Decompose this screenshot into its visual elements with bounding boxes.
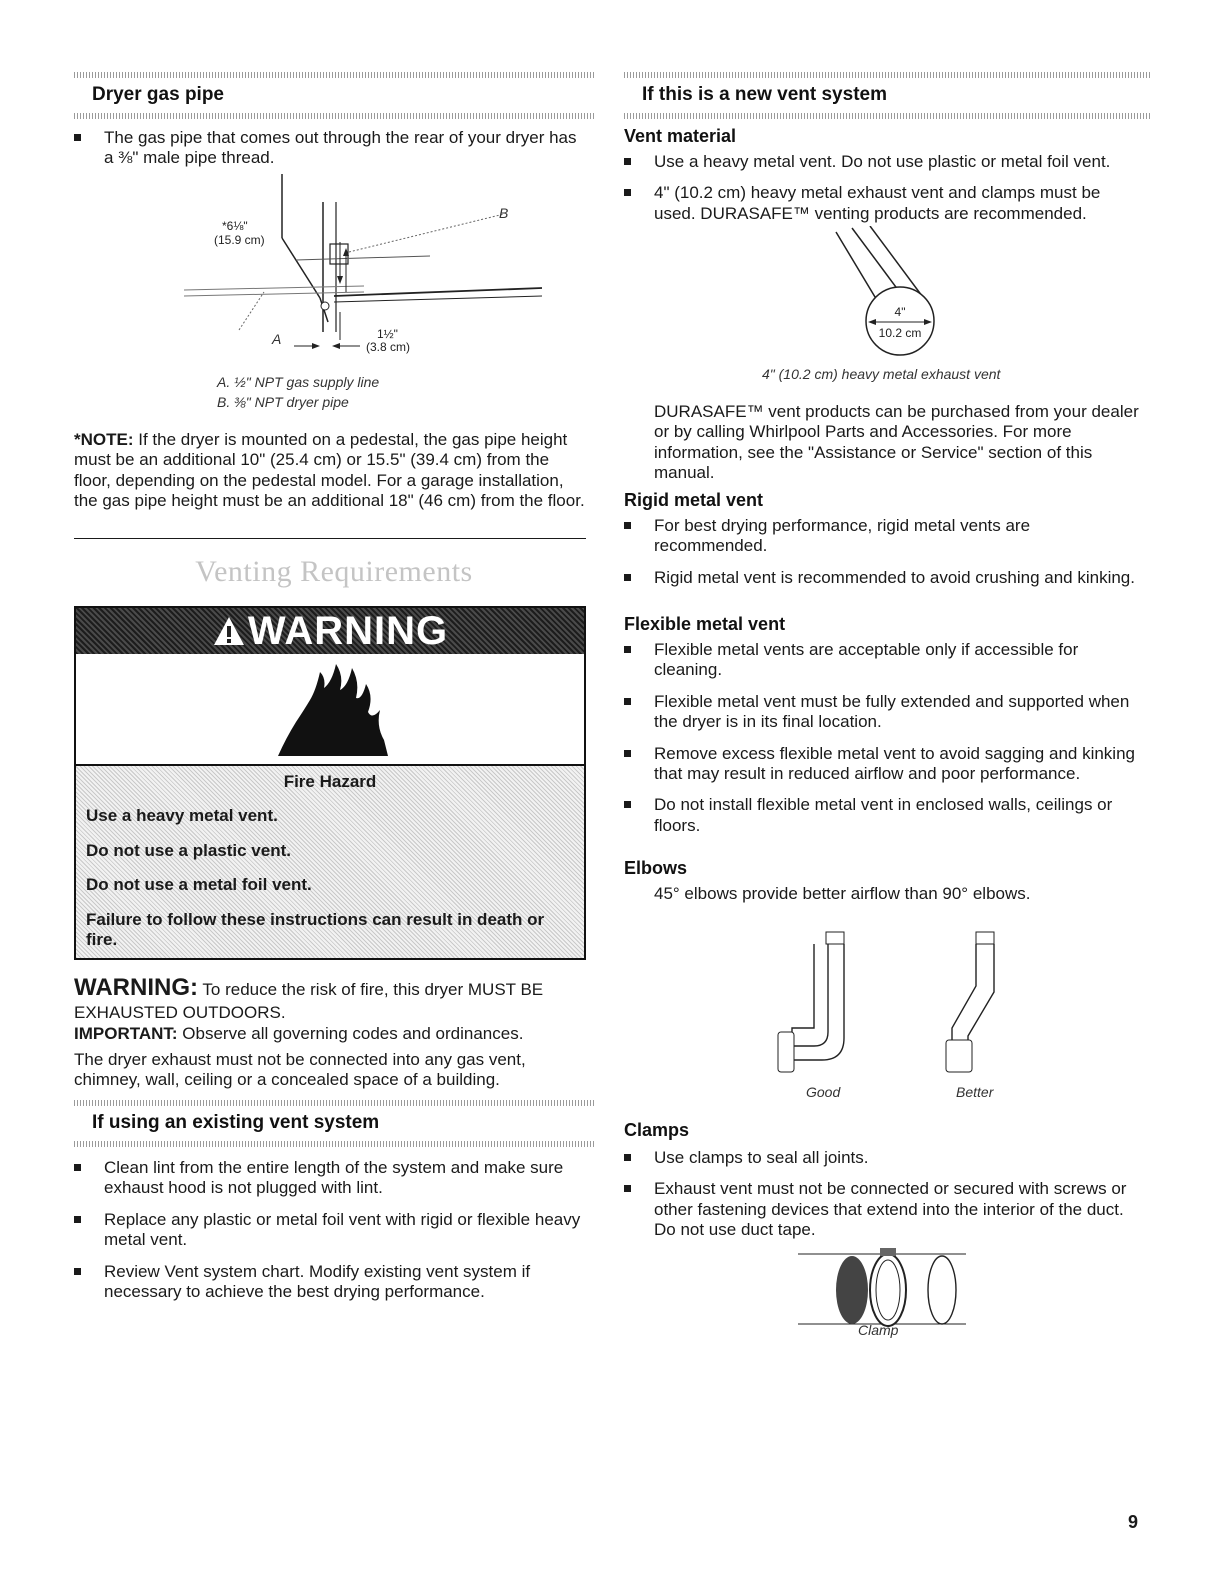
important-text: Observe all governing codes and ordinances. — [177, 1024, 524, 1043]
vent-material-heading: Vent material — [624, 126, 737, 146]
page-number: 9 — [1128, 1512, 1139, 1532]
warning-triangle-icon — [212, 608, 246, 654]
vent-diameter-in: 4" — [894, 305, 906, 319]
pedestal-note — [74, 430, 590, 512]
important-label: IMPORTANT: — [74, 1024, 178, 1043]
caption-b: B. ⅜" NPT dryer pipe — [217, 394, 349, 410]
gas-pipe-diagram — [184, 172, 544, 362]
warning-line: Failure to follow these instructions can result in death or fire. — [86, 909, 545, 949]
elbows-text: 45° elbows provide better airflow than 90° elbows. — [654, 884, 1031, 903]
clamp-caption: Clamp — [858, 1322, 899, 1338]
exhaust-warning — [74, 974, 590, 1023]
list-item: Use clamps to seal all joints. — [624, 1148, 1144, 1168]
warning-header — [76, 608, 584, 654]
clamps-heading: Clamps — [624, 1120, 690, 1140]
list-item: Review Vent system chart. Modify existing vent system if necessary to achieve the best drying performance. — [74, 1262, 586, 1303]
label-a: A — [272, 331, 282, 347]
existing-vent-bullets — [74, 1158, 586, 1313]
exhaust-vent-caption: 4" (10.2 cm) heavy metal exhaust vent — [762, 366, 1001, 382]
list-item: Use a heavy metal vent. Do not use plastic or metal foil vent. — [624, 152, 1144, 172]
offset-label: 1½" — [377, 327, 398, 341]
rigid-bullets — [624, 516, 1144, 599]
caption-a: A. ½" NPT gas supply line — [217, 374, 380, 390]
list-item: Flexible metal vent must be fully extended and supported when the dryer is in its final location. — [624, 692, 1144, 733]
new-vent-section-header — [624, 72, 1152, 119]
list-item: Exhaust vent must not be connected or secured with screws or other fastening devices that extend into the interior of the duct. Do not use duct tape. — [624, 1179, 1144, 1240]
new-vent-title: If this is a new vent system — [642, 84, 887, 105]
gas-pipe-section-header — [74, 72, 594, 119]
existing-vent-title: If using an existing vent system — [92, 1112, 380, 1133]
warning-line: Use a heavy metal vent. — [86, 806, 278, 826]
warning-line: Do not use a plastic vent. — [86, 840, 291, 860]
existing-vent-section-header — [74, 1100, 594, 1147]
clamps-bullets — [624, 1148, 1144, 1252]
list-item: Remove excess flexible metal vent to avoid sagging and kinking that may result in reduced airflow and poor performance. — [624, 744, 1144, 785]
divider — [74, 538, 586, 539]
elbows-heading: Elbows — [624, 858, 688, 878]
list-item: For best drying performance, rigid metal vents are recommended. — [624, 516, 1144, 557]
durasafe-para: DURASAFE™ vent products can be purchased from your dealer or by calling Whirlpool Parts and Accessories. For more information, see the "Assistance or Service" section of this manual. — [654, 402, 1139, 483]
list-item: 4" (10.2 cm) heavy metal exhaust vent and clamps must be used. DURASAFE™ venting products are recommended. — [624, 183, 1144, 224]
better-caption: Better — [956, 1084, 994, 1100]
note-text: If the dryer is mounted on a pedestal, the gas pipe height must be an additional 10" (25.4 cm) or 15.5" (39.4 cm) from the floor, depending on the pedestal model. For a garage installation, the gas pipe height must be an additional 18" (46 cm) from the floor. — [74, 430, 585, 511]
list-item: Flexible metal vents are acceptable only if accessible for cleaning. — [624, 640, 1144, 681]
clamp-diagram — [792, 1240, 972, 1330]
list-item: The gas pipe that comes out through the rear of your dryer has a ⅜" male pipe thread. — [74, 128, 586, 169]
elbow-90-icon — [774, 928, 864, 1078]
list-item: Rigid metal vent is recommended to avoid crushing and kinking. — [624, 568, 1144, 588]
list-item: Do not install flexible metal vent in enclosed walls, ceilings or floors. — [624, 795, 1144, 836]
offset-cm-label: (3.8 cm) — [366, 340, 411, 354]
height-cm-label: (15.9 cm) — [214, 233, 265, 247]
fire-icon — [276, 660, 392, 760]
exhaust-connection-para: The dryer exhaust must not be connected into any gas vent, chimney, wall, ceiling or a concealed space of a building. — [74, 1050, 526, 1090]
height-label: *6⅛" — [222, 219, 248, 233]
vent-diameter-cm: 10.2 cm — [878, 326, 922, 340]
list-item: Clean lint from the entire length of the system and make sure exhaust hood is not plugged with lint. — [74, 1158, 586, 1199]
list-item: Replace any plastic or metal foil vent with rigid or flexible heavy metal vent. — [74, 1210, 586, 1251]
rigid-heading: Rigid metal vent — [624, 490, 764, 510]
warning-line: Do not use a metal foil vent. — [86, 875, 312, 895]
flexible-bullets — [624, 640, 1144, 847]
elbow-45-icon — [936, 928, 1026, 1078]
important-note — [74, 1024, 590, 1044]
exhaust-vent-diagram — [834, 226, 944, 356]
gas-pipe-title: Dryer gas pipe — [92, 84, 224, 105]
warning-body — [86, 772, 574, 950]
fire-hazard-warning-box — [74, 606, 586, 960]
flexible-heading: Flexible metal vent — [624, 614, 786, 634]
note-label: *NOTE: — [74, 430, 134, 449]
warning-icon-panel — [76, 654, 584, 766]
venting-requirements-title: Venting Requirements — [195, 555, 473, 588]
vent-material-bullets — [624, 152, 1144, 235]
warning-text: To reduce the risk of fire, this dryer MUST BE EXHAUSTED OUTDOORS. — [74, 980, 544, 1022]
warning-label: WARNING: — [74, 974, 198, 1001]
warning-header-text: WARNING — [247, 609, 449, 653]
fire-hazard-label: Fire Hazard — [283, 772, 377, 791]
good-caption: Good — [806, 1084, 841, 1100]
label-b: B — [499, 205, 509, 221]
